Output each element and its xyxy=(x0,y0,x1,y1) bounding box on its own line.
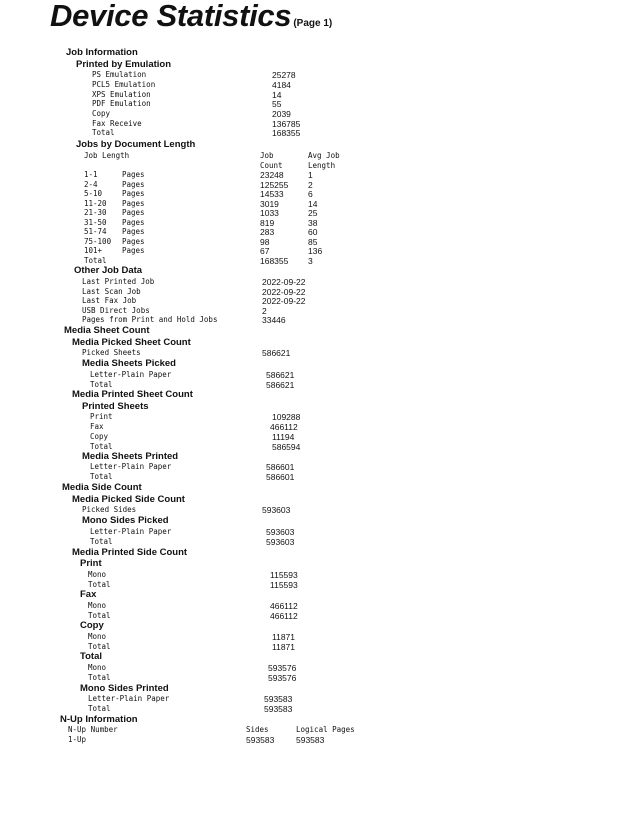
avg-cell: 2 xyxy=(308,180,313,190)
row-value: 586621 xyxy=(266,370,295,380)
row-label: Letter-Plain Paper xyxy=(90,462,172,471)
section-heading-row xyxy=(0,390,635,400)
avg-cell: 60 xyxy=(308,227,318,237)
column-header-logical-pages: Logical Pages xyxy=(296,725,355,734)
row-label: Total xyxy=(92,128,115,137)
row-label: Pages from Print and Hold Jobs xyxy=(82,315,218,324)
count-cell: 14533 xyxy=(260,189,284,199)
row-value: 2022-09-22 xyxy=(262,296,306,306)
media-picked-sheet-count-heading: Media Picked Sheet Count xyxy=(72,337,191,348)
table-row xyxy=(0,412,635,422)
table-row xyxy=(0,109,635,119)
table-row xyxy=(0,472,635,482)
table-row xyxy=(0,70,635,80)
avg-cell: 136 xyxy=(308,246,323,256)
row-label: Last Printed Job xyxy=(82,277,155,286)
column-header-job-length: Job Length xyxy=(84,151,130,160)
count-cell: 67 xyxy=(260,246,270,256)
nup-information-heading: N-Up Information xyxy=(60,714,138,725)
range-cell: 1-1 xyxy=(84,170,98,179)
count-cell: 1033 xyxy=(260,208,279,218)
row-label: Mono xyxy=(88,601,107,610)
row-label: Total xyxy=(88,580,111,589)
row-value: 25278 xyxy=(272,70,296,80)
row-value: 593583 xyxy=(264,694,293,704)
row-label: Total xyxy=(88,611,111,620)
row-label: XPS Emulation xyxy=(92,90,151,99)
row-value: 593603 xyxy=(262,505,291,515)
section-heading-row xyxy=(0,590,635,600)
row-value: 466112 xyxy=(270,422,298,432)
avg-cell: 14 xyxy=(308,199,318,209)
row-value: 33446 xyxy=(262,315,286,325)
section-heading-row xyxy=(0,338,635,348)
row-value: 55 xyxy=(272,99,282,109)
row-label: PDF Emulation xyxy=(92,99,151,108)
section-heading-row xyxy=(0,48,635,58)
table-row xyxy=(0,570,635,580)
unit-cell: Pages xyxy=(122,246,145,255)
table-row xyxy=(0,462,635,472)
table-row xyxy=(0,227,635,237)
row-label: Total xyxy=(88,673,111,682)
table-row xyxy=(0,505,635,515)
section-heading-row xyxy=(0,548,635,558)
section-heading-row xyxy=(0,140,635,150)
table-row xyxy=(0,170,635,180)
row-label: Total xyxy=(90,380,113,389)
copy-heading: Copy xyxy=(80,620,104,631)
row-value: 115593 xyxy=(270,580,298,590)
row-label: Total xyxy=(90,442,113,451)
row-label: Copy xyxy=(92,109,111,118)
count-cell: 3019 xyxy=(260,199,279,209)
range-cell: 51-74 xyxy=(84,227,107,236)
row-value: 466112 xyxy=(270,611,298,621)
unit-cell: Pages xyxy=(122,227,145,236)
media-printed-sheet-count-heading: Media Printed Sheet Count xyxy=(72,389,193,400)
range-cell: 101+ xyxy=(84,246,103,255)
row-value: 593576 xyxy=(268,673,297,683)
table-row xyxy=(0,99,635,109)
row-value: 593603 xyxy=(266,537,295,547)
table-row xyxy=(0,704,635,714)
row-label: Total xyxy=(90,472,113,481)
section-heading-row xyxy=(0,359,635,369)
unit-cell: Pages xyxy=(122,199,145,208)
table-row xyxy=(0,208,635,218)
range-cell: 5-10 xyxy=(84,189,103,198)
unit-cell: Pages xyxy=(122,218,145,227)
unit-cell: Pages xyxy=(122,180,145,189)
count-cell: 98 xyxy=(260,237,270,247)
section-heading-row xyxy=(0,495,635,505)
unit-cell: Pages xyxy=(122,189,145,198)
table-row xyxy=(0,246,635,256)
printed-sheets-heading: Printed Sheets xyxy=(82,401,149,412)
unit-cell: Pages xyxy=(122,170,145,179)
row-label: Letter-Plain Paper xyxy=(88,694,170,703)
row-label: Letter-Plain Paper xyxy=(90,370,172,379)
column-header-nup-number: N-Up Number xyxy=(68,725,118,734)
range-cell: 2-4 xyxy=(84,180,98,189)
table-row xyxy=(0,735,635,745)
sides-cell: 593583 xyxy=(246,735,275,745)
range-cell: 75-100 xyxy=(84,237,112,246)
row-label: Fax Receive xyxy=(92,119,142,128)
column-header-job-count-2: Count xyxy=(260,161,283,170)
section-heading-row xyxy=(0,715,635,725)
media-picked-side-count-heading: Media Picked Side Count xyxy=(72,494,185,505)
row-value: 593576 xyxy=(268,663,297,673)
section-heading-row xyxy=(0,60,635,70)
row-value: 586621 xyxy=(262,348,291,358)
avg-cell: 85 xyxy=(308,237,318,247)
section-heading-row xyxy=(0,621,635,631)
row-value: 136785 xyxy=(272,119,301,129)
mono-sides-printed-heading: Mono Sides Printed xyxy=(80,683,169,694)
avg-cell: 38 xyxy=(308,218,318,228)
section-heading-row xyxy=(0,684,635,694)
count-cell: 168355 xyxy=(260,256,289,266)
table-row xyxy=(0,80,635,90)
row-value: 2 xyxy=(262,306,267,316)
avg-cell: 6 xyxy=(308,189,313,199)
section-heading-row xyxy=(0,516,635,526)
jobs-by-length-heading: Jobs by Document Length xyxy=(76,139,196,150)
row-label: Picked Sides xyxy=(82,505,137,514)
row-label: 1-Up xyxy=(68,735,87,744)
row-label: Mono xyxy=(88,632,107,641)
table-row xyxy=(0,673,635,683)
other-job-data-heading: Other Job Data xyxy=(74,265,143,276)
section-heading-row xyxy=(0,266,635,276)
range-cell: 11-20 xyxy=(84,199,107,208)
row-value: 2022-09-22 xyxy=(262,287,306,297)
table-row xyxy=(0,189,635,199)
avg-cell: 25 xyxy=(308,208,318,218)
column-header-job-count-1: Job xyxy=(260,151,274,160)
table-header-row xyxy=(0,725,635,735)
printed-by-emulation-heading: Printed by Emulation xyxy=(76,59,172,70)
table-row xyxy=(0,632,635,642)
row-value: 593583 xyxy=(264,704,293,714)
row-label: Picked Sheets xyxy=(82,348,141,357)
media-sheets-printed-heading: Media Sheets Printed xyxy=(82,451,179,462)
fax-heading: Fax xyxy=(80,589,97,600)
table-row xyxy=(0,422,635,432)
table-row xyxy=(0,432,635,442)
media-side-count-heading: Media Side Count xyxy=(62,482,142,493)
row-label: Total xyxy=(88,642,111,651)
row-value: 586601 xyxy=(266,462,295,472)
page-title xyxy=(50,0,332,34)
table-row xyxy=(0,348,635,358)
table-row xyxy=(0,537,635,547)
row-value: 4184 xyxy=(272,80,291,90)
table-header-row xyxy=(0,151,635,161)
section-heading-row xyxy=(0,402,635,412)
section-heading-row xyxy=(0,559,635,569)
media-sheet-count-heading: Media Sheet Count xyxy=(64,325,150,336)
table-row xyxy=(0,277,635,287)
row-value: 11194 xyxy=(272,432,295,442)
row-label: Last Fax Job xyxy=(82,296,137,305)
table-row xyxy=(0,315,635,325)
row-value: 2022-09-22 xyxy=(262,277,306,287)
row-value: 115593 xyxy=(270,570,298,580)
section-heading-row xyxy=(0,652,635,662)
table-row xyxy=(0,663,635,673)
row-value: 168355 xyxy=(272,128,301,138)
row-value: 2039 xyxy=(272,109,291,119)
table-row xyxy=(0,601,635,611)
row-label: Mono xyxy=(88,663,107,672)
section-heading-row xyxy=(0,452,635,462)
logical-pages-cell: 593583 xyxy=(296,735,325,745)
mono-sides-picked-heading: Mono Sides Picked xyxy=(82,515,169,526)
row-label: Print xyxy=(90,412,113,421)
page-number-label: (Page 1) xyxy=(293,18,333,29)
row-value: 14 xyxy=(272,90,282,100)
table-row xyxy=(0,527,635,537)
unit-cell: Pages xyxy=(122,237,145,246)
row-label: PCL5 Emulation xyxy=(92,80,156,89)
column-header-sides: Sides xyxy=(246,725,269,734)
avg-cell: 3 xyxy=(308,256,313,266)
section-heading-row xyxy=(0,483,635,493)
count-cell: 283 xyxy=(260,227,275,237)
row-value: 586601 xyxy=(266,472,295,482)
row-value: 586594 xyxy=(272,442,301,452)
row-label: Letter-Plain Paper xyxy=(90,527,172,536)
total-heading: Total xyxy=(80,651,102,662)
row-label: Last Scan Job xyxy=(82,287,141,296)
media-sheets-picked-heading: Media Sheets Picked xyxy=(82,358,176,369)
row-label: Total xyxy=(88,704,111,713)
row-label: Total xyxy=(90,537,113,546)
page-title-text: Device Statistics xyxy=(50,0,292,33)
row-value: 11871 xyxy=(272,642,296,652)
range-cell: 21-30 xyxy=(84,208,107,217)
media-printed-side-count-heading: Media Printed Side Count xyxy=(72,547,188,558)
unit-cell: Pages xyxy=(122,208,145,217)
table-row xyxy=(0,296,635,306)
job-information-heading: Job Information xyxy=(66,47,138,58)
table-row xyxy=(0,370,635,380)
row-value: 109288 xyxy=(272,412,301,422)
table-row xyxy=(0,128,635,138)
row-label: PS Emulation xyxy=(92,70,147,79)
row-label: Fax xyxy=(90,422,104,431)
row-value: 586621 xyxy=(266,380,295,390)
row-label: USB Direct Jobs xyxy=(82,306,150,315)
count-cell: 23248 xyxy=(260,170,284,180)
row-label: Mono xyxy=(88,570,107,579)
row-label: Copy xyxy=(90,432,109,441)
avg-cell: 1 xyxy=(308,170,313,180)
row-value: 593603 xyxy=(266,527,295,537)
row-value: 11871 xyxy=(272,632,296,642)
range-cell: 31-50 xyxy=(84,218,107,227)
table-row xyxy=(0,694,635,704)
column-header-avg-length-2: Length xyxy=(308,161,336,170)
print-heading: Print xyxy=(80,558,102,569)
column-header-avg-length-1: Avg Job xyxy=(308,151,340,160)
count-cell: 819 xyxy=(260,218,275,228)
count-cell: 125255 xyxy=(260,180,289,190)
section-heading-row xyxy=(0,326,635,336)
range-cell: Total xyxy=(84,256,107,265)
row-value: 466112 xyxy=(270,601,298,611)
